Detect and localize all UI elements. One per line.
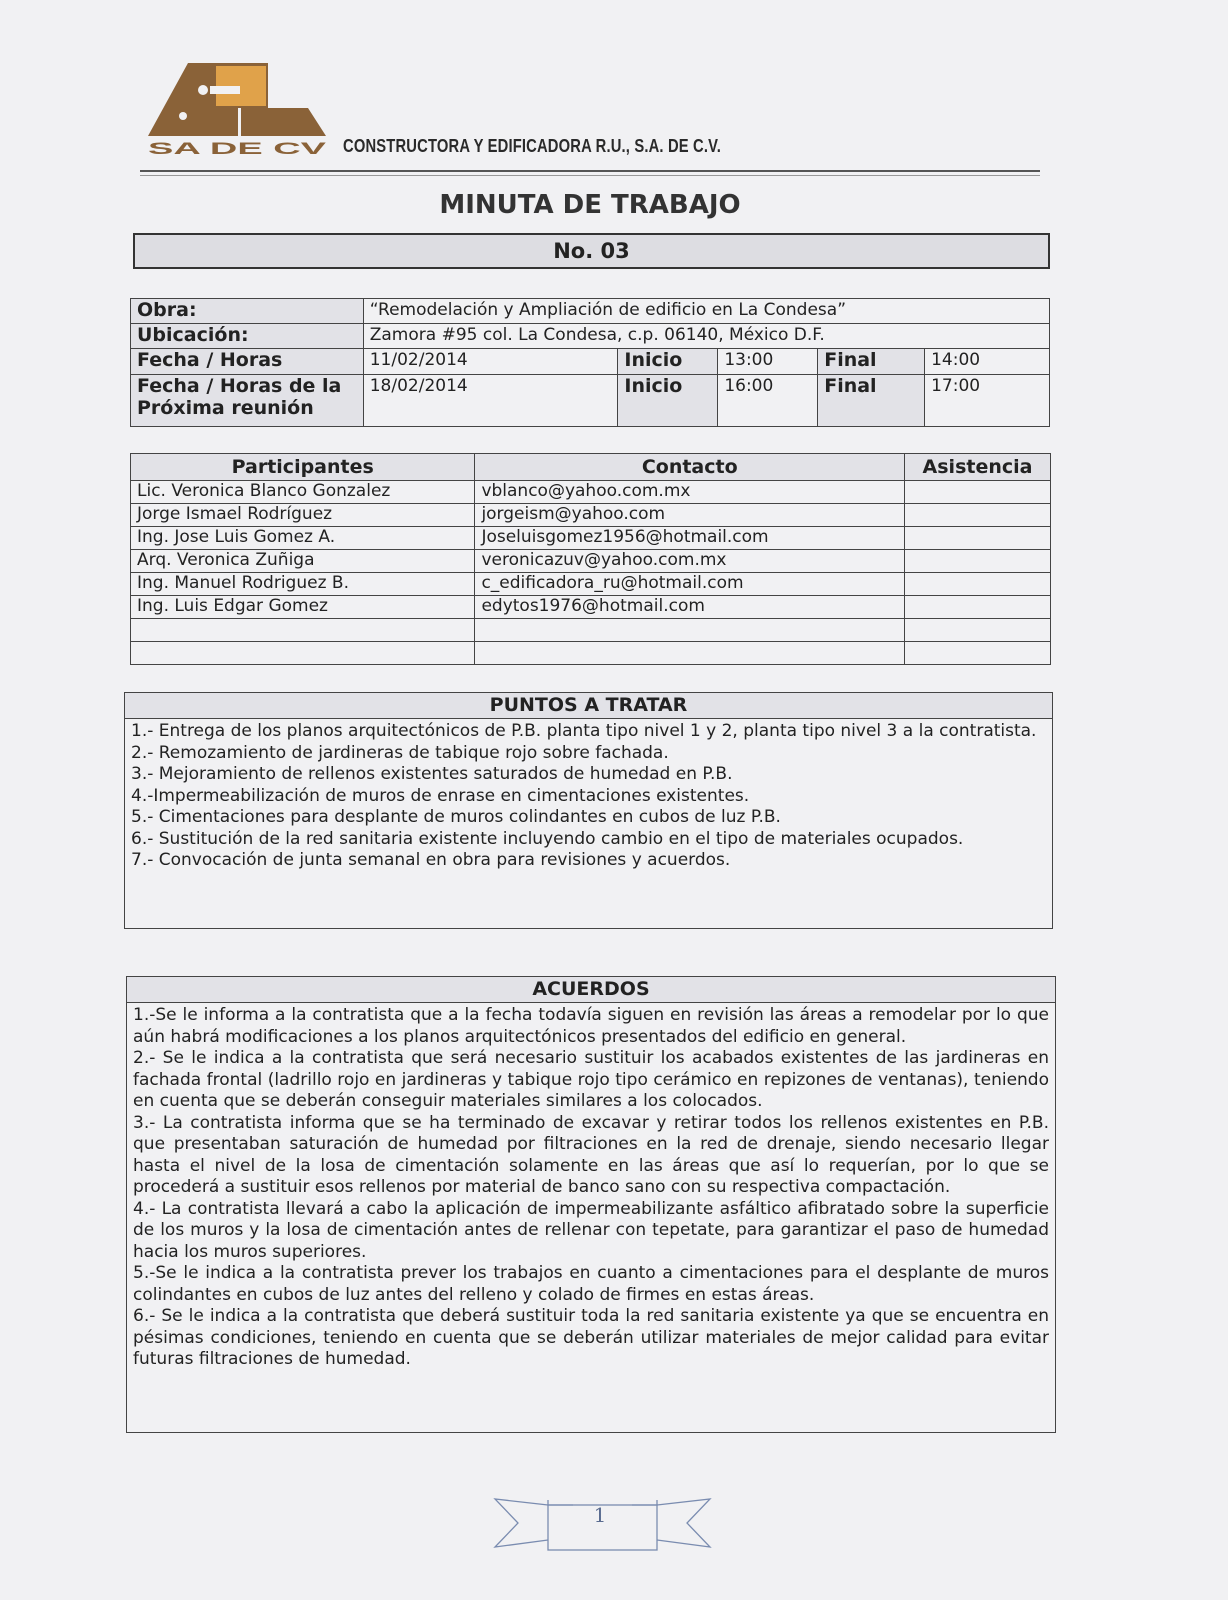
participant-contact: edytos1976@hotmail.com	[475, 596, 905, 619]
participant-name: Ing. Jose Luis Gomez A.	[131, 527, 475, 550]
puntos-item: 5.- Cimentaciones para desplante de muros colindantes en cubos de luz P.B.	[131, 807, 781, 827]
participant-contact: c_edificadora_ru@hotmail.com	[475, 573, 905, 596]
puntos-item: 6.- Sustitución de la red sanitaria existente incluyendo cambio en el tipo de materiales ocupados.	[131, 828, 964, 849]
puntos-item: 1.- Entrega de los planos arquitectónicos de P.B. planta tipo nivel 1 y 2, planta tipo nivel 3 a la contratista.	[131, 721, 1037, 741]
page-number: 1	[593, 1503, 607, 1527]
company-name: CONSTRUCTORA Y EDIFICADORA R.U., S.A. DE C.V.	[343, 136, 722, 156]
participant-attendance	[905, 573, 1051, 596]
fecha-value: 11/02/2014	[363, 349, 618, 375]
participants-table	[130, 453, 1051, 665]
next-inicio-label: Inicio	[618, 375, 718, 427]
puntos-section	[124, 692, 1053, 929]
participant-contact: vblanco@yahoo.com.mx	[475, 481, 905, 504]
ubicacion-value: Zamora #95 col. La Condesa, c.p. 06140, México D.F.	[363, 324, 1049, 349]
acuerdos-item: 2.- Se le indica a la contratista que será necesario sustituir los acabados existentes de las jardineras en fachada frontal (ladrillo rojo en jardineras y tabique rojo tipo cerámico en repizones de ventanas), teniendo en cuenta que se deberán conseguir materiales similares a los colocados.	[133, 1048, 1049, 1111]
participant-row	[131, 481, 1051, 504]
next-final-value: 17:00	[925, 375, 1050, 427]
participant-row	[131, 573, 1051, 596]
acuerdos-title: ACUERDOS	[127, 977, 1055, 1003]
minute-number: No. 03	[133, 233, 1050, 269]
participant-name: Ing. Manuel Rodriguez B.	[131, 573, 475, 596]
participant-name: Arq. Veronica Zuñiga	[131, 550, 475, 573]
puntos-item: 3.- Mejoramiento de rellenos existentes saturados de humedad en P.B.	[131, 764, 733, 784]
participant-name: Jorge Ismael Rodríguez	[131, 504, 475, 527]
participant-row	[131, 550, 1051, 573]
participant-row	[131, 527, 1051, 550]
participant-row	[131, 504, 1051, 527]
next-meeting-label: Fecha / Horas de la Próxima reunión	[131, 375, 364, 427]
participant-attendance	[905, 550, 1051, 573]
next-meeting-date: 18/02/2014	[363, 375, 618, 427]
acuerdos-item: 3.- La contratista informa que se ha terminado de excavar y retirar todos los rellenos existentes en P.B. que presentaban saturación de humedad por filtraciones en la red de drenaje, siendo necesario llegar hasta el nivel de la losa de cimentación solamente en las áreas que así lo requerían, por lo que se procederá a sustituir esos rellenos por material de banco sano con su respectiva compactación.	[133, 1112, 1049, 1197]
acuerdos-item: 6.- Se le indica a la contratista que deberá sustituir toda la red sanitaria existente ya que se encuentra en pésimas condiciones, teniendo en cuenta que se deberán utilizar materiales de mejor calidad para evitar futuras filtraciones de humedad.	[133, 1306, 1049, 1369]
participant-contact: jorgeism@yahoo.com	[475, 504, 905, 527]
acuerdos-section	[126, 976, 1056, 1433]
participant-contact: veronicazuv@yahoo.com.mx	[475, 550, 905, 573]
inicio-value: 13:00	[718, 349, 818, 375]
participant-contact	[475, 619, 905, 642]
puntos-item: 4.-Impermeabilización de muros de enrase en cimentaciones existentes.	[131, 785, 750, 806]
acuerdos-item: 4.- La contratista llevará a cabo la aplicación de impermeabilizante asfáltico afibratado sobre la superficie de los muros y la losa de cimentación antes de rellenar con tepetate, para garantizar el paso de humedad hacia los muros superiores.	[133, 1198, 1049, 1262]
meeting-info-table	[130, 298, 1050, 427]
participant-name	[131, 619, 475, 642]
acuerdos-item: 1.-Se le informa a la contratista que a la fecha todavía siguen en revisión las áreas a remodelar por lo que aún habrá modificaciones a los planos arquitectónicos presentados del edificio en general.	[133, 1005, 1049, 1047]
participant-row	[131, 596, 1051, 619]
header-divider	[140, 170, 1040, 172]
participant-row	[131, 619, 1051, 642]
participant-row	[131, 642, 1051, 665]
document-title: MINUTA DE TRABAJO	[439, 190, 741, 220]
obra-label: Obra:	[131, 299, 364, 324]
svg-text:SA DE CV: SA DE CV	[148, 139, 328, 158]
participant-name	[131, 642, 475, 665]
participant-attendance	[905, 504, 1051, 527]
participant-attendance	[905, 619, 1051, 642]
participant-attendance	[905, 527, 1051, 550]
participant-attendance	[905, 596, 1051, 619]
company-logo	[148, 58, 328, 158]
obra-value: “Remodelación y Ampliación de edificio en La Condesa”	[363, 299, 1049, 324]
participant-attendance	[905, 481, 1051, 504]
next-inicio-value: 16:00	[718, 375, 818, 427]
header-divider-thin	[140, 175, 1040, 176]
puntos-title: PUNTOS A TRATAR	[125, 693, 1052, 719]
participant-attendance	[905, 642, 1051, 665]
inicio-label: Inicio	[618, 349, 718, 375]
fecha-label: Fecha / Horas	[131, 349, 364, 375]
next-final-label: Final	[818, 375, 925, 427]
participant-name: Lic. Veronica Blanco Gonzalez	[131, 481, 475, 504]
participant-contact	[475, 642, 905, 665]
ubicacion-label: Ubicación:	[131, 324, 364, 349]
column-header: Asistencia	[905, 454, 1051, 481]
puntos-item: 7.- Convocación de junta semanal en obra para revisiones y acuerdos.	[131, 850, 731, 870]
final-value: 14:00	[925, 349, 1050, 375]
participant-name: Ing. Luis Edgar Gomez	[131, 596, 475, 619]
acuerdos-item: 5.-Se le indica a la contratista prever los trabajos en cuanto a cimentaciones para el desplante de muros colindantes en cubos de luz antes del relleno y colado de firmes en estas áreas.	[133, 1263, 1049, 1305]
participant-contact: Joseluisgomez1956@hotmail.com	[475, 527, 905, 550]
column-header: Contacto	[475, 454, 905, 481]
puntos-item: 2.- Remozamiento de jardineras de tabique rojo sobre fachada.	[131, 742, 669, 763]
final-label: Final	[818, 349, 925, 375]
column-header: Participantes	[131, 454, 475, 481]
